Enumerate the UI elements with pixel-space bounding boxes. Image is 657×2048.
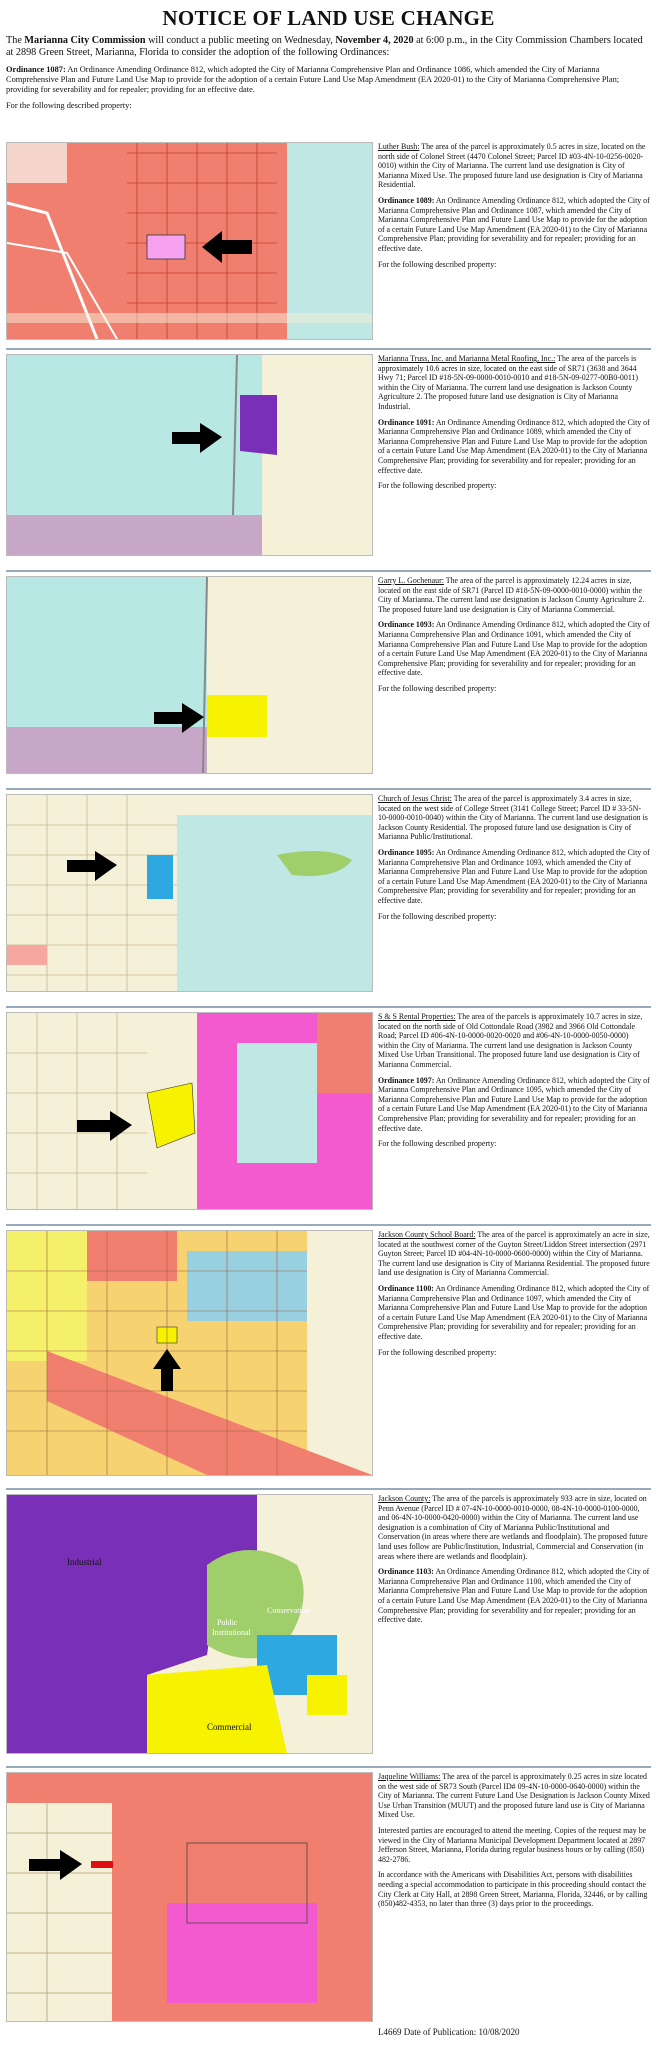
section-school-board [6,1230,651,1478]
section-luther-bush [6,142,651,342]
section-text: Marianna Truss, Inc. and Marianna Metal Roofing, Inc.: The area of the parcels is approximately 10.6 acres in size, located on the east side of SR71 (3638 and 3644 Hwy 71; Parcel ID #18-5N-09-0000-0010-0010 and #18-5N-09-0277-00B0-0011) within the City of Marianna. The current land use designation is Jackson County Agriculture 2. The proposed future land use designation is City of Marianna Industrial. Ordinance 1091: An Ordinance Amending Ordinance 812, which adopted the City of Marianna Comprehensive Plan and Ordinance 1089, which amended the City of Marianna Comprehensive Plan and Future Land Use Map to provide for the adoption of a certain Future Land Use Map Amendment (EA 2020-01) to the City of Marianna Comprehensive Plan; providing for severability and for repealer; providing for an effective date. For the following described property: [378,354,650,491]
map-graphic [7,1773,372,2021]
publication-date: L4669 Date of Publication: 10/08/2020 [378,2027,520,2037]
map-garry-gochenaur [6,576,373,774]
map-graphic [7,577,372,773]
map-label-industrial: Industrial [67,1557,102,1567]
map-church [6,794,373,992]
map-school-board [6,1230,373,1476]
map-luther-bush [6,142,373,340]
section-jackson-county [6,1494,651,1756]
page-title: NOTICE OF LAND USE CHANGE [162,6,495,30]
map-graphic [7,1013,372,1209]
map-label-commercial: Commercial [207,1722,252,1732]
map-label-public: Public [217,1618,238,1627]
section-text: Garry L. Gochenaur: The area of the parcel is approximately 12.24 acres in size, located on the east side of SR71 (Parcel ID #18-5N-09-0000-0010-0000) within the City of Marianna. The current land use designation is Jackson County Agriculture 2. The proposed future land use designation is City of Marianna Commercial. Ordinance 1093: An Ordinance Amending Ordinance 812, which adopted the City of Marianna Comprehensive Plan and Ordinance 1091, which amended the City of Marianna Comprehensive Plan and Future Land Use Map to provide for the adoption of a certain Future Land Use Map Amendment (EA 2020-01) to the City of Marianna Comprehensive Plan; providing for severability and for repealer; providing for an effective date. For the following described property: [378,576,650,693]
section-text: S & S Rental Properties: The area of the parcels is approximately 10.7 acres in size, located on the north side of Old Cottondale Road (3982 and 3966 Old Cottondale Road; Parcel ID #06-4N-10-0000-0020-0020 and #06-4N-10-0000-0050-0000) within the City of Marianna. The current land use designation is Jackson County Mixed Use Urban Transitional. The proposed future land use designation is City of Marianna Commercial. Ordinance 1097: An Ordinance Amending Ordinance 812, which adopted the City of Marianna Comprehensive Plan and Ordinance 1095, which amended the City of Marianna Comprehensive Plan and Future Land Use Map to provide for the adoption of a certain Future Land Use Map Amendment (EA 2020-01) to the City of Marianna Comprehensive Plan; providing for severability and for repealer; providing for an effective date. For the following described property: [378,1012,650,1149]
map-graphic [7,1495,372,1753]
section-text: Church of Jesus Christ: The area of the parcel is approximately 3.4 acres in size, located on the west side of College Street (3141 College Street; Parcel ID # 33-5N-10-0000-0010-0040) within the City of Marianna. The current land use designation is Jackson County Residential. The proposed future land use designation is City of Marianna Public/Institutional. Ordinance 1095: An Ordinance Amending Ordinance 812, which adopted the City of Marianna Comprehensive Plan and Ordinance 1093, which amended the City of Marianna Comprehensive Plan and Future Land Use Map to provide for the adoption of a certain Future Land Use Map Amendment (EA 2020-01) to the City of Marianna Comprehensive Plan; providing for severability and for repealer; providing for an effective date. For the following described property: [378,794,650,921]
map-s-and-s [6,1012,373,1210]
following-described-heading: For the following described property: [6,101,132,110]
divider [6,1488,651,1490]
divider [6,1766,651,1768]
map-jackson-county [6,1494,373,1754]
map-graphic [7,1231,372,1475]
divider [6,348,651,350]
section-text: Luther Bush: The area of the parcel is approximately 0.5 acres in size, located on the north side of Colonel Street (4470 Colonel Street; Parcel ID #03-4N-10-0256-0020-0010) within the City of Marianna. The current land use designation is City of Marianna Mixed Use. The proposed future land use designation is City of Marianna Residential. Ordinance 1089: An Ordinance Amending Ordinance 812, which adopted the City of Marianna Comprehensive Plan and Ordinance 1087, which amended the City of Marianna Comprehensive Plan and Future Land Use Map to provide for the adoption of a certain Future Land Use Map Amendment (EA 2020-01) to the City of Marianna Comprehensive Plan; providing for severability and for repealer; providing for an effective date. For the following described property: [378,142,650,269]
map-graphic [7,143,372,339]
divider [6,1224,651,1226]
divider [6,1006,651,1008]
map-graphic [7,795,372,991]
section-text: Jaqueline Williams: The area of the parcel is approximately 0.25 acres in size located on the west side of SR73 South (Parcel ID# 09-4N-10-0000-0640-0000) within the City of Marianna. The current Future Land Use Designation is Jackson County Mixed Use Urban Transition (MUUT) and the proposed future land use is City of Marianna Mixed Use. Interested parties are encouraged to attend the meeting. Copies of the request may be viewed in the City of Marianna Municipal Development Department located at 2897 Jefferson Street, Marianna, Florida during regular business hours or by calling (850) 482-2786. In accordance with the Americans with Disabilities Act, persons with disabilities needing a special accommodation to participate in this proceeding should contact the City Clerk at City Hall, at 2898 Green Street, Marianna, Florida, 32446, or by calling (850)482-4353, no later than three (3) days prior to the proceedings. [378,1772,650,1909]
map-graphic [7,355,372,555]
map-jaqueline-williams [6,1772,373,2022]
divider [6,570,651,572]
section-text: Jackson County School Board: The area of the parcel is approximately an acre in size, located at the southwest corner of the Guyton Street/Liddon Street intersection (2971 Guyton Street; Parcel ID #04-4N-10-0000-0600-0000) within the City of Marianna. The current land use designation is City of Marianna Residential. The proposed future land use designation is City of Marianna Commercial. Ordinance 1100: An Ordinance Amending Ordinance 812, which adopted the City of Marianna Comprehensive Plan and Ordinance 1097, which amended the City of Marianna Comprehensive Plan and Future Land Use Map to provide for the adoption of a certain Future Land Use Map Amendment (EA 2020-01) to the City of Marianna Comprehensive Plan; providing for severability and for repealer; providing for an effective date. For the following described property: [378,1230,650,1357]
section-church-of-jesus-christ [6,794,651,994]
intro-paragraph: The Marianna City Commission will conduct a public meeting on Wednesday, November 4, 2020 at 6:00 p.m., in the City Commission Chambers located at 2898 Green Street, Marianna, Florida to consider the adoption of the following Ordinances: [6,35,643,58]
section-garry-gochenaur [6,576,651,776]
section-marianna-truss [6,354,651,558]
ordinance-1087-paragraph: Ordinance 1087: An Ordinance Amending Ordinance 812, which adopted the City of Marianna Comprehensive Plan and Ordinance 1086, which amended the City of Marianna Comprehensive Plan and Future Land Use Map to provide for the adoption of a certain Future Land Use Map Amendment (EA 2020-01) to the City of Marianna Comprehensive Plan; providing for severability and for repealer; providing for an effective date. [6,65,620,94]
map-label-conservation: Conservation [267,1606,310,1615]
divider [6,788,651,790]
section-jaqueline-williams [6,1772,651,2022]
map-marianna-truss [6,354,373,556]
section-text: Jackson County: The area of the parcels is approximately 933 acre in size, located on Penn Avenue (Parcel ID # 07-4N-10-0000-0010-0000, 08-4N-10-0000-0100-0000, and 06-4N-10-0000-0420-0000) within the City of Marianna. The current land use designation is a combination of City of Marianna Public/Institutional and Conservation (in areas where there are wetlands and floodplain). The proposed future land uses follow are Public/Institution, Industrial, Commercial and Conservation (in areas where there are wetlands and floodplain). Ordinance 1103: An Ordinance Amending Ordinance 812, which adopted the City of Marianna Comprehensive Plan and Ordinance 1100, which amended the City of Marianna Comprehensive Plan and Future Land Use Map to provide for the adoption of a certain Future Land Use Map Amendment (EA 2020-01) to the City of Marianna Comprehensive Plan; providing for severability and for repealer; providing for an effective date. [378,1494,650,1625]
section-s-and-s-rental [6,1012,651,1212]
map-label-institutional: Institutional [212,1628,251,1637]
